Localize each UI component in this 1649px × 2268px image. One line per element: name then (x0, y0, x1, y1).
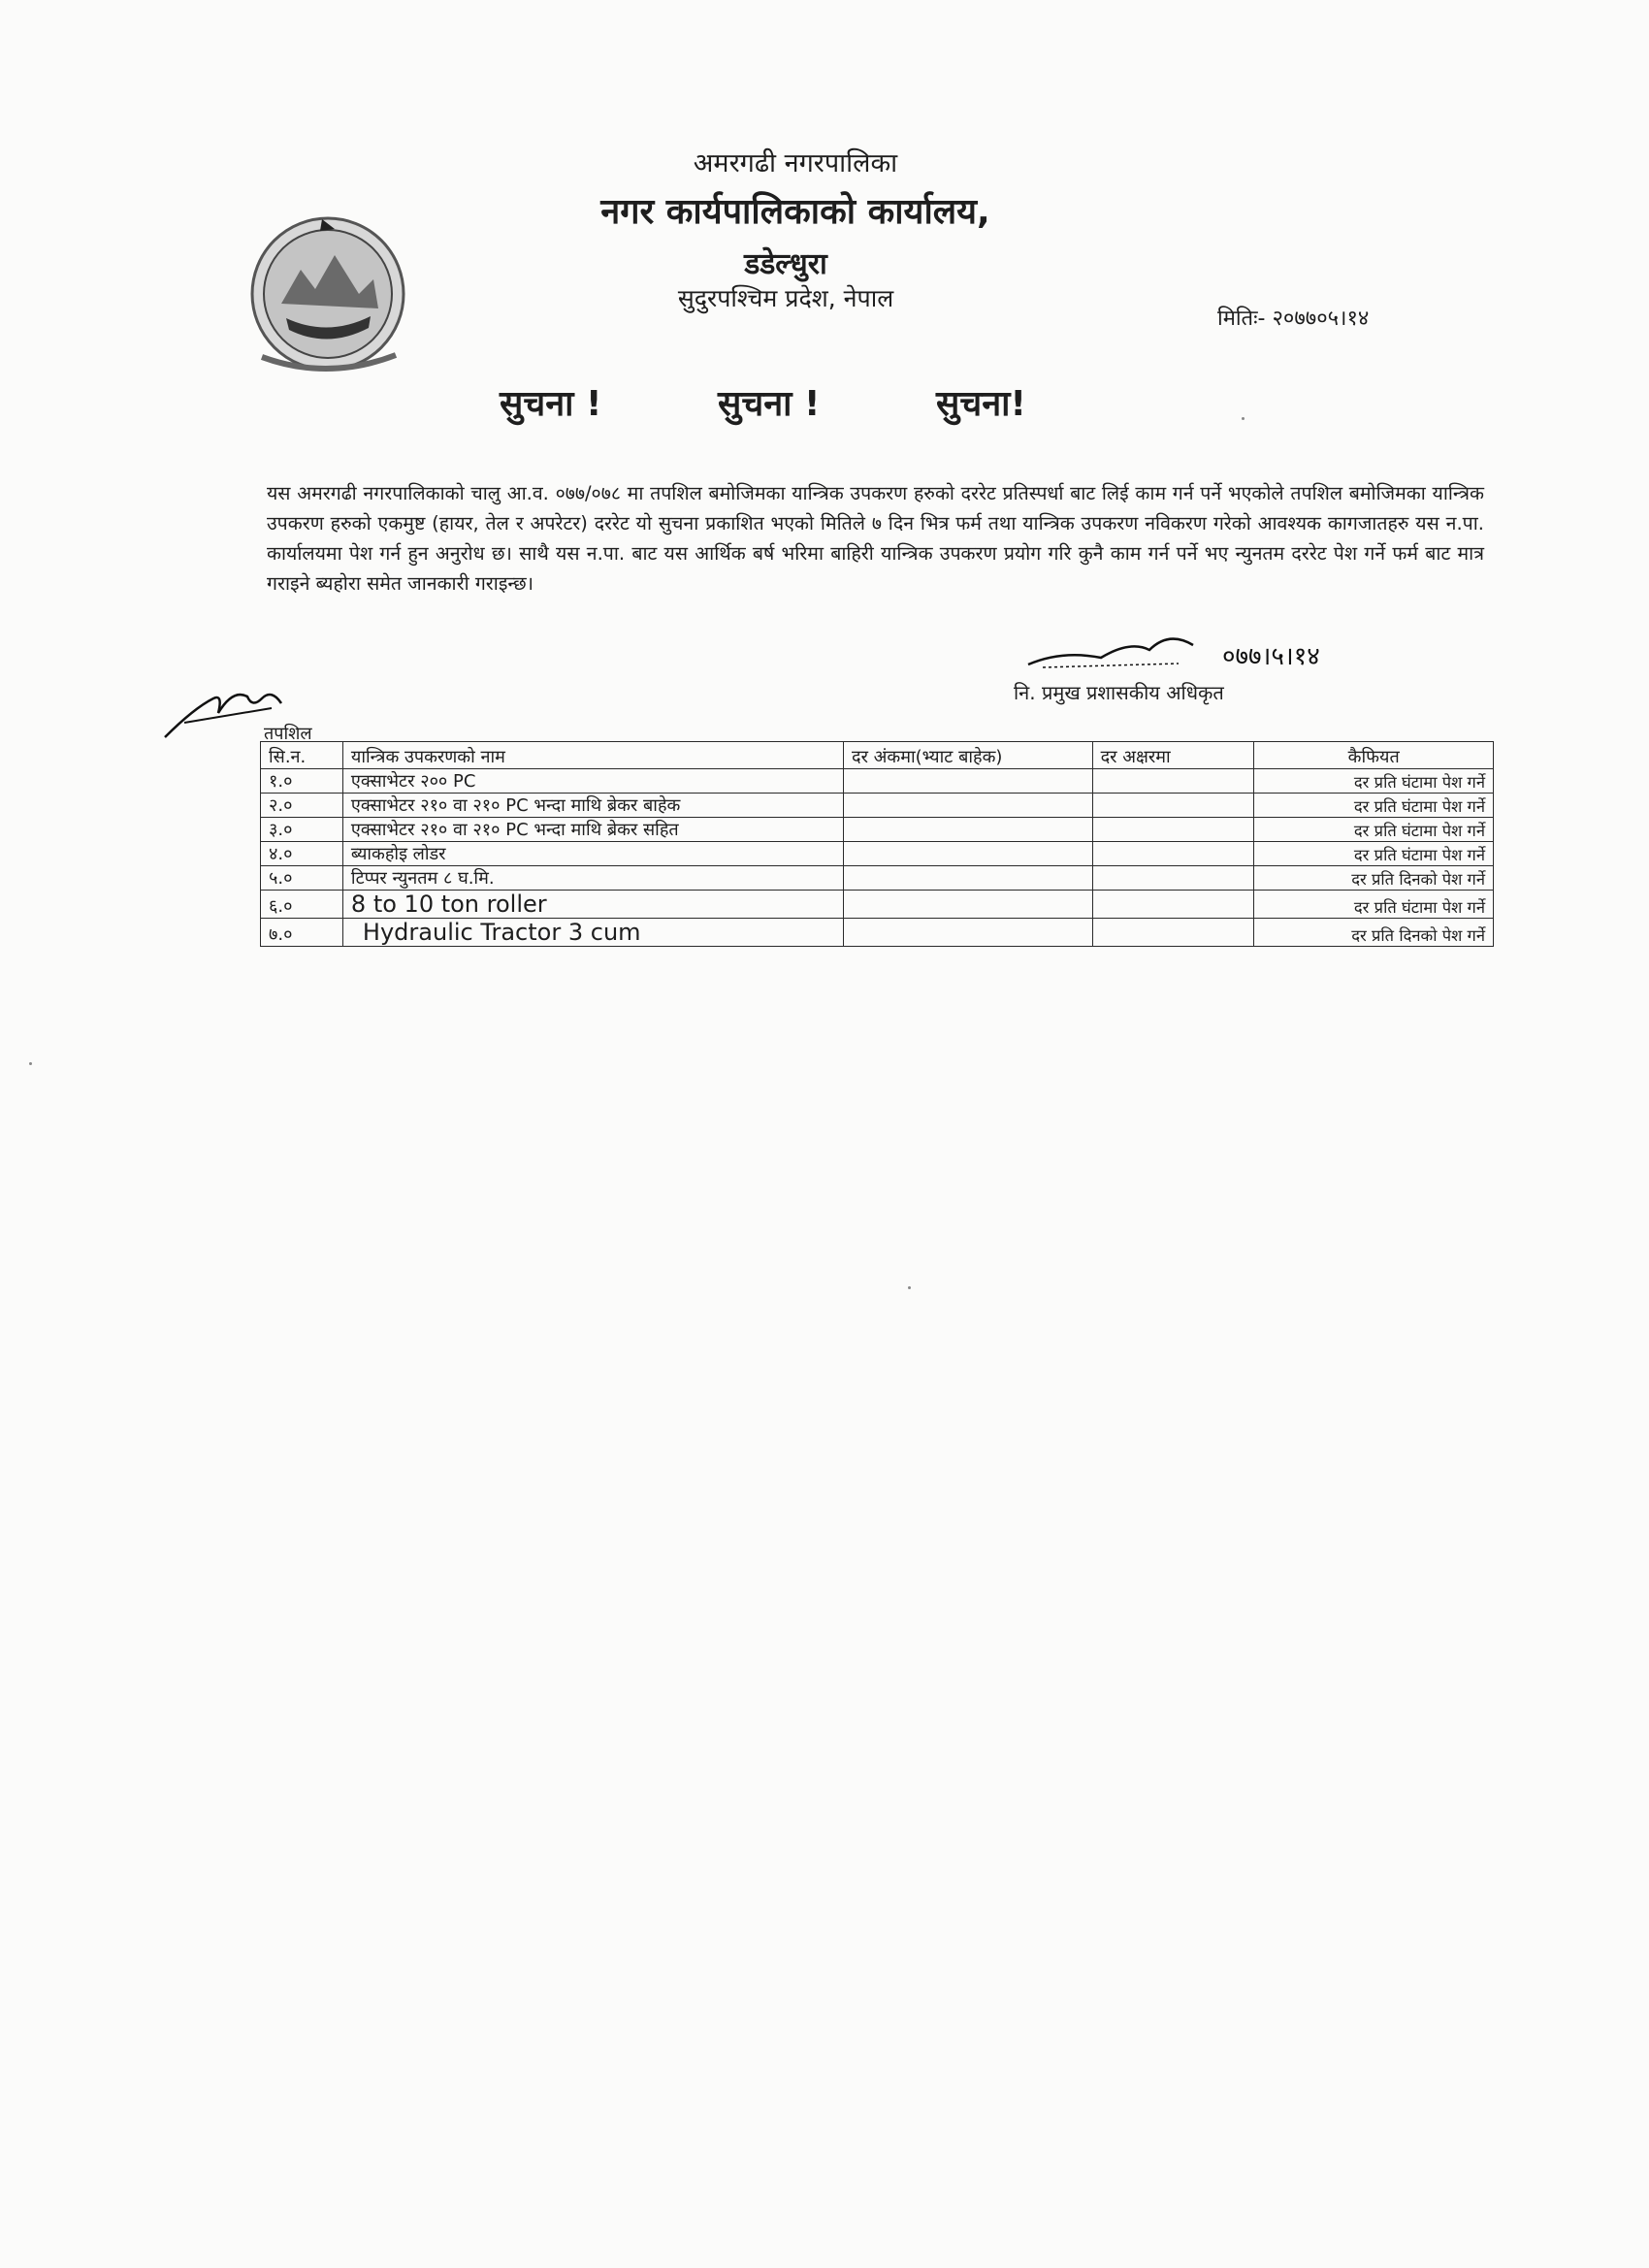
row-rate-words (1092, 769, 1254, 794)
row-serial: ५.० (261, 866, 343, 891)
table-row (261, 769, 1494, 794)
notice-heading-1: सुचना ! (500, 384, 602, 424)
table-row (261, 866, 1494, 891)
officer-title: नि. प्रमुख प्रशासकीय अधिकृत (1014, 681, 1224, 704)
row-rate-words (1092, 818, 1254, 842)
row-equipment-name: Hydraulic Tractor 3 cum (342, 919, 843, 947)
province-name: सुदुरपश्चिम प्रदेश, नेपाल (677, 284, 894, 312)
row-remarks: दर प्रति घंटामा पेश गर्ने (1254, 818, 1494, 842)
row-equipment-name: 8 to 10 ton roller (342, 891, 843, 919)
row-equipment-name: एक्साभेटर २१० वा २१० PC भन्दा माथि ब्रेकर सहित (342, 818, 843, 842)
row-serial: ६.० (261, 891, 343, 919)
row-remarks: दर प्रति घंटामा पेश गर्ने (1254, 769, 1494, 794)
header-serial: सि.न. (261, 742, 343, 769)
scan-speck (29, 1062, 32, 1065)
row-serial: २.० (261, 794, 343, 818)
municipality-name: अमरगढी नगरपालिका (693, 148, 898, 178)
row-rate-numeric (844, 842, 1093, 866)
row-rate-numeric (844, 891, 1093, 919)
table-row (261, 891, 1494, 919)
row-rate-words (1092, 866, 1254, 891)
row-serial: ३.० (261, 818, 343, 842)
row-equipment-name: ब्याकहोइ लोडर (342, 842, 843, 866)
notice-heading-2: सुचना ! (718, 384, 821, 424)
header-equipment-name: यान्त्रिक उपकरणको नाम (342, 742, 843, 769)
table-row (261, 842, 1494, 866)
row-equipment-name: एक्साभेटर २१० वा २१० PC भन्दा माथि ब्रेकर बाहेक (342, 794, 843, 818)
row-rate-numeric (844, 919, 1093, 947)
district-name: डडेल्धुरा (744, 247, 827, 281)
table-row (261, 794, 1494, 818)
row-equipment-name: एक्साभेटर २०० PC (342, 769, 843, 794)
row-rate-words (1092, 794, 1254, 818)
row-serial: १.० (261, 769, 343, 794)
header-rate-words: दर अक्षरमा (1092, 742, 1254, 769)
notice-heading-3: सुचना! (936, 384, 1026, 424)
row-remarks: दर प्रति घंटामा पेश गर्ने (1254, 842, 1494, 866)
scan-speck (908, 1286, 911, 1289)
row-serial: ४.० (261, 842, 343, 866)
row-remarks: दर प्रति दिनको पेश गर्ने (1254, 866, 1494, 891)
notice-date: मितिः- २०७७०५।१४ (1217, 307, 1370, 331)
notice-body: यस अमरगढी नगरपालिकाको चालु आ.व. ०७७/०७८ मा तपशिल बमोजिमका यान्त्रिक उपकरण हरुको दररेट प्रतिस्पर्धा बाट लिई काम गर्न पर्ने भएकोले तपशिल बमोजिमका यान्त्रिक उपकरण हरुको एकमुष्ट (हायर, तेल र अपरेटर) दररेट यो सुचना प्रकाशित भएको मितिले ७ दिन भित्र फर्म तथा यान्त्रिक उपकरण नविकरण गरेको आवश्यक कागजातहरु यस न.पा. कार्यालयमा पेश गर्न हुन अनुरोध छ। साथै यस न.पा. बाट यस आर्थिक बर्ष भरिमा बाहिरी यान्त्रिक उपकरण प्रयोग गरि कुनै काम गर्न पर्ने भए न्युनतम दररेट पेश गर्ने फर्म बाट मात्र गराइने ब्यहोरा समेत जानकारी गराइन्छ। (267, 482, 1484, 595)
scan-speck (1242, 417, 1245, 420)
row-rate-words (1092, 891, 1254, 919)
header-remarks: कैफियत (1254, 742, 1494, 769)
row-serial: ७.० (261, 919, 343, 947)
row-rate-words (1092, 919, 1254, 947)
row-remarks: दर प्रति घंटामा पेश गर्ने (1254, 891, 1494, 919)
header-rate-numeric: दर अंकमा(भ्याट बाहेक) (844, 742, 1093, 769)
table-row (261, 919, 1494, 947)
row-rate-numeric (844, 818, 1093, 842)
officer-signature (1023, 621, 1334, 679)
table-row (261, 818, 1494, 842)
row-rate-words (1092, 842, 1254, 866)
row-remarks: दर प्रति घंटामा पेश गर्ने (1254, 794, 1494, 818)
row-rate-numeric (844, 866, 1093, 891)
schedule-label: तपशिल (264, 724, 312, 744)
row-remarks: दर प्रति दिनको पेश गर्ने (1254, 919, 1494, 947)
signature-date: ०७७।५।१४ (1222, 642, 1320, 671)
table-header-row (261, 742, 1494, 769)
office-title: नगर कार्यपालिकाको कार्यालय, (600, 192, 990, 232)
row-rate-numeric (844, 769, 1093, 794)
row-rate-numeric (844, 794, 1093, 818)
equipment-rate-table (260, 741, 1494, 947)
row-equipment-name: टिप्पर न्युनतम ८ घ.मि. (342, 866, 843, 891)
